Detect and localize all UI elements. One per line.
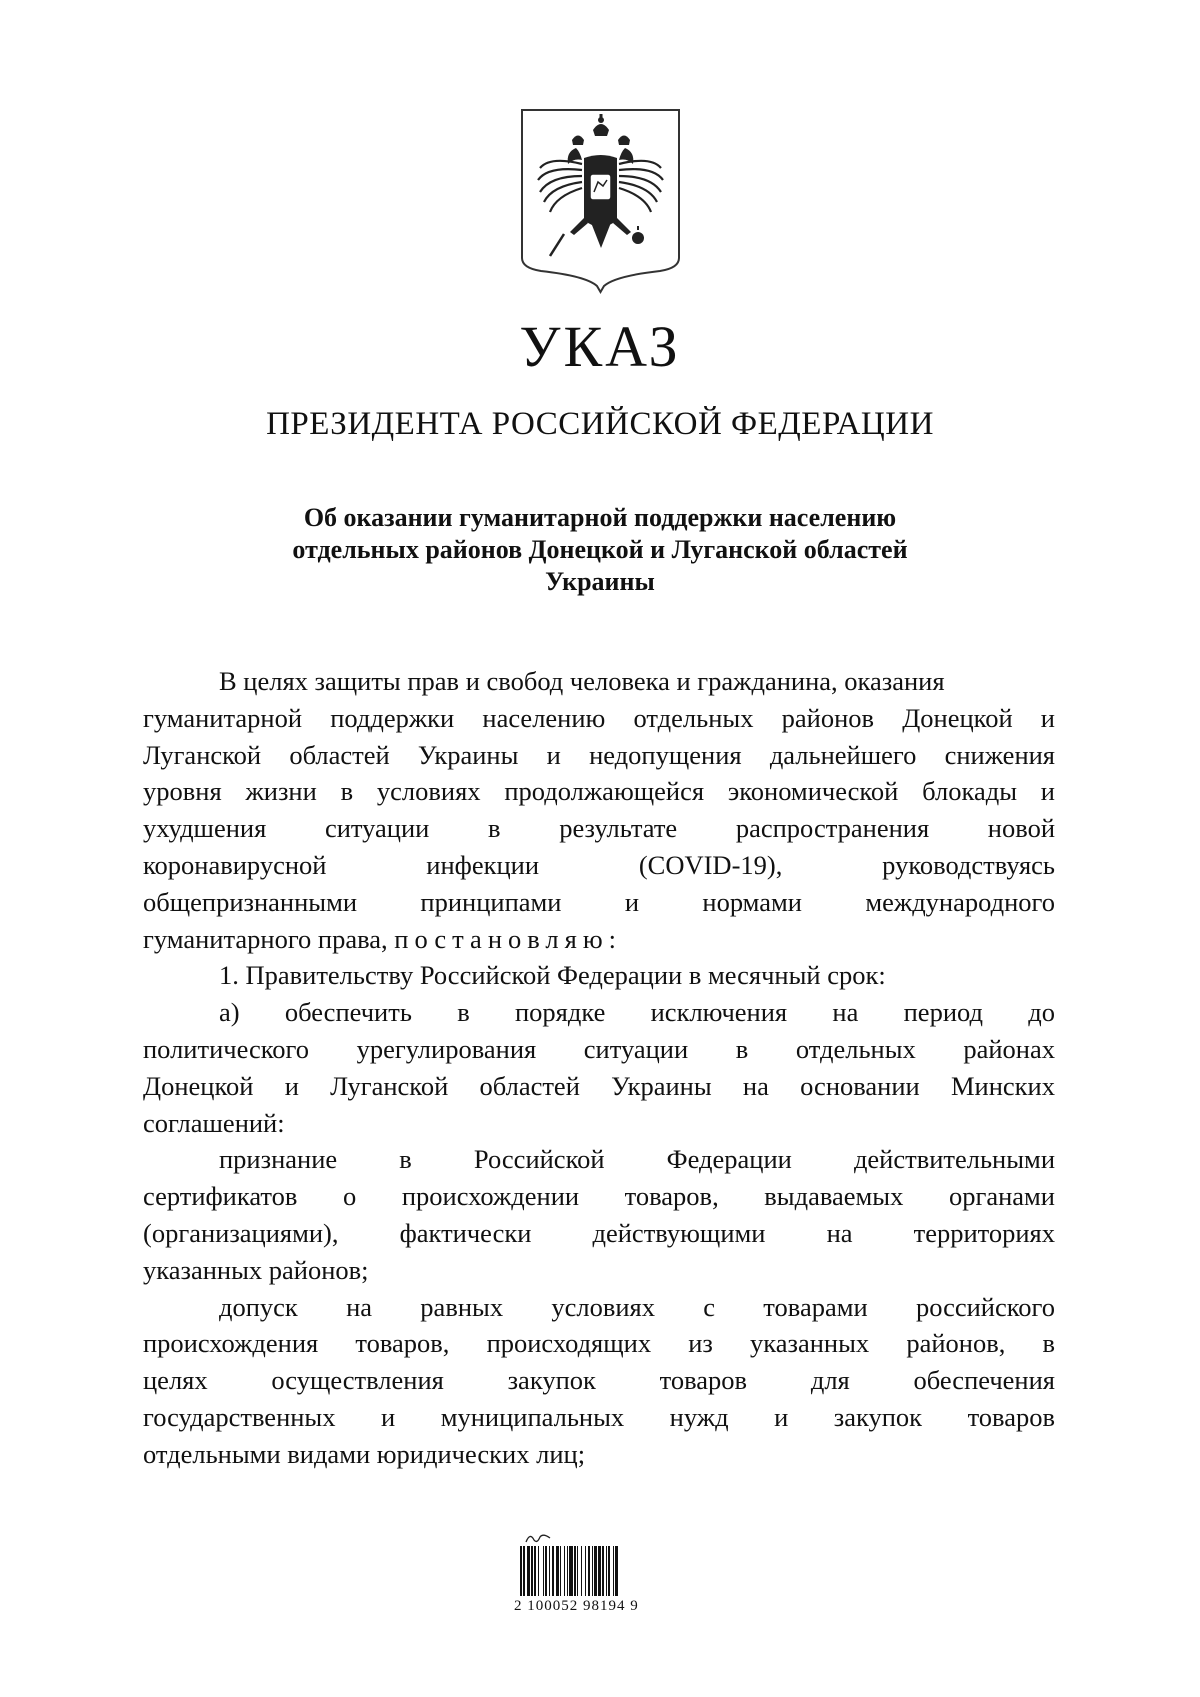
body-line: ухудшения ситуации в результате распространения новой	[143, 813, 1055, 844]
barcode-number: 2 100052 98194 9	[514, 1598, 639, 1614]
body-line: (организациями), фактически действующими на территориях	[143, 1217, 1055, 1248]
decree-keyword: постановляю:	[394, 923, 622, 954]
barcode-bars	[520, 1546, 670, 1596]
heading-line: Об оказании гуманитарной поддержки населению	[303, 503, 897, 532]
body-line: а) обеспечить в порядке исключения на период до	[219, 997, 1055, 1028]
document-heading	[200, 502, 1000, 598]
body-text-fragment: гуманитарного права,	[143, 923, 388, 954]
body-line: государственных и муниципальных нужд и закупок товаров	[143, 1401, 1055, 1432]
body-line: общепризнанными принципами и нормами международного	[143, 886, 1055, 917]
body-line: допуск на равных условиях с товарами российского	[219, 1291, 1055, 1322]
body-line: Донецкой и Луганской областей Украины на основании Минских	[143, 1070, 1055, 1101]
body-line: 1. Правительству Российской Федерации в месячный срок:	[219, 960, 886, 991]
body-line: гуманитарной поддержки населению отдельных районов Донецкой и	[143, 702, 1055, 733]
body-line: уровня жизни в условиях продолжающейся экономической блокады и	[143, 776, 1055, 807]
body-line: В целях защиты прав и свобод человека и гражданина, оказания	[219, 666, 945, 696]
document-title: УКАЗ	[519, 314, 681, 379]
body-line: соглашений:	[143, 1107, 285, 1138]
body-line: сертификатов о происхождении товаров, выдаваемых органами	[143, 1181, 1055, 1212]
document-body	[143, 663, 1055, 1473]
body-line: политического урегулирования ситуации в отдельных районах	[143, 1033, 1055, 1064]
body-line: Луганской областей Украины и недопущения дальнейшего снижения	[143, 739, 1055, 770]
body-line: отдельными видами юридических лиц;	[143, 1438, 586, 1469]
heading-line: Украины	[545, 567, 655, 596]
coat-of-arms-emblem	[520, 108, 681, 294]
signature-mark	[524, 1532, 552, 1544]
body-line: целях осуществления закупок товаров для обеспечения	[143, 1365, 1055, 1396]
heading-line: отдельных районов Донецкой и Луганской областей	[292, 535, 908, 564]
body-line: указанных районов;	[143, 1254, 369, 1285]
body-line: происхождения товаров, происходящих из указанных районов, в	[143, 1328, 1055, 1359]
barcode-stripe	[618, 1546, 620, 1596]
barcode	[510, 1532, 695, 1628]
body-line	[143, 921, 1055, 958]
document-subtitle: ПРЕЗИДЕНТА РОССИЙСКОЙ ФЕДЕРАЦИИ	[266, 406, 934, 442]
body-line: признание в Российской Федерации действительными	[219, 1144, 1055, 1175]
body-line: коронавирусной инфекции (COVID-19), руководствуясь	[143, 849, 1055, 880]
